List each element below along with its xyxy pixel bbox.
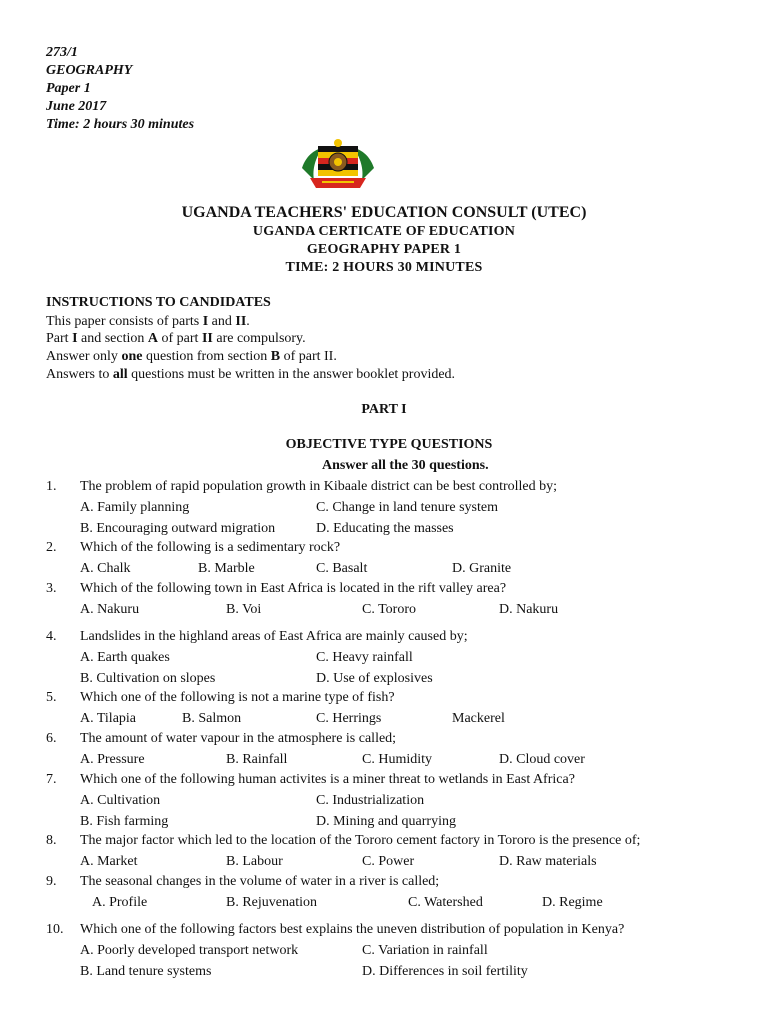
answer-option: A. Pressure [80,752,145,767]
coat-of-arms-logo [300,138,376,192]
answer-option: D. Educating the masses [316,521,454,536]
question-text: The seasonal changes in the volume of water in a river is called; [80,874,440,889]
answer-option: C. Heavy rainfall [316,650,413,665]
question-number: 8. [46,833,57,848]
question-text: The major factor which led to the location of the Tororo cement factory in Tororo is the presence of; [80,833,641,848]
exam-code: 273/1 [46,45,78,60]
paper-title: GEOGRAPHY PAPER 1 [306,242,462,257]
answer-option: C. Change in land tenure system [316,500,498,515]
instruction-line-1: This paper consists of parts I and II. [46,314,250,329]
question-text: Which of the following is a sedimentary rock? [80,540,341,555]
part-title: PART I [361,402,407,417]
answer-option: D. Granite [452,561,512,576]
answer-option: D. Regime [542,895,603,910]
question-number: 4. [46,629,57,644]
answer-option: B. Fish farming [80,814,169,829]
question-number: 5. [46,690,57,705]
answer-option: A. Earth quakes [80,650,170,665]
answer-option: D. Use of explosives [316,671,433,686]
answer-option: Mackerel [452,711,505,726]
answer-option: A. Market [80,854,138,869]
answer-option: A. Tilapia [80,711,137,726]
instruction-line-3: Answer only one question from section B of part II. [46,349,337,364]
answer-option: B. Encouraging outward migration [80,521,276,536]
exam-paper: Paper 1 [46,81,91,96]
question-text: Landslides in the highland areas of East Africa are mainly caused by; [80,629,468,644]
instruction-line-4: Answers to all questions must be written in the answer booklet provided. [46,367,456,382]
answer-option: C. Basalt [316,561,368,576]
answer-option: B. Land tenure systems [80,964,212,979]
question-number: 3. [46,581,57,596]
answer-option: D. Raw materials [499,854,597,869]
question-text: The problem of rapid population growth in Kibaale district can be best controlled by; [80,479,558,494]
answer-option: C. Watershed [408,895,483,910]
question-text: Which one of the following factors best explains the uneven distribution of population in Kenya? [80,922,625,937]
question-text: The amount of water vapour in the atmosphere is called; [80,731,397,746]
question-number: 10. [46,922,64,937]
question-number: 1. [46,479,57,494]
answer-option: C. Variation in rainfall [362,943,488,958]
answer-option: C. Power [362,854,415,869]
answer-option: B. Salmon [182,711,242,726]
answer-option: B. Rainfall [226,752,288,767]
question-number: 2. [46,540,57,555]
question-number: 6. [46,731,57,746]
answer-option: A. Cultivation [80,793,161,808]
answer-option: B. Rejuvenation [226,895,317,910]
part-subtitle: OBJECTIVE TYPE QUESTIONS [285,437,493,452]
question-text: Which one of the following human activites is a miner threat to wetlands in East Africa? [80,772,575,787]
part-note: Answer all the 30 questions. [322,458,489,473]
answer-option: B. Labour [226,854,283,869]
answer-option: D. Cloud cover [499,752,585,767]
answer-option: C. Herrings [316,711,382,726]
answer-option: C. Humidity [362,752,433,767]
answer-option: C. Tororo [362,602,416,617]
exam-date: June 2017 [46,99,107,114]
answer-option: A. Family planning [80,500,190,515]
question-number: 9. [46,874,57,889]
answer-option: A. Poorly developed transport network [80,943,299,958]
question-text: Which one of the following is not a marine type of fish? [80,690,395,705]
exam-time: Time: 2 hours 30 minutes [46,117,195,132]
answer-option: D. Nakuru [499,602,559,617]
answer-option: B. Cultivation on slopes [80,671,216,686]
answer-option: D. Mining and quarrying [316,814,456,829]
answer-option: A. Chalk [80,561,131,576]
org-title: UGANDA TEACHERS' EDUCATION CONSULT (UTEC) [181,204,587,221]
answer-option: D. Differences in soil fertility [362,964,528,979]
exam-subject: GEOGRAPHY [46,63,133,78]
answer-option: C. Industrialization [316,793,425,808]
instruction-line-2: Part I and section A of part II are compulsory. [46,331,306,346]
time-title: TIME: 2 HOURS 30 MINUTES [285,260,483,275]
answer-option: A. Nakuru [80,602,140,617]
instructions-heading: INSTRUCTIONS TO CANDIDATES [46,295,271,310]
question-number: 7. [46,772,57,787]
question-text: Which of the following town in East Africa is located in the rift valley area? [80,581,507,596]
cert-title: UGANDA CERTICATE OF EDUCATION [252,224,516,239]
answer-option: B. Voi [226,602,262,617]
answer-option: A. Profile [92,895,148,910]
answer-option: B. Marble [198,561,255,576]
